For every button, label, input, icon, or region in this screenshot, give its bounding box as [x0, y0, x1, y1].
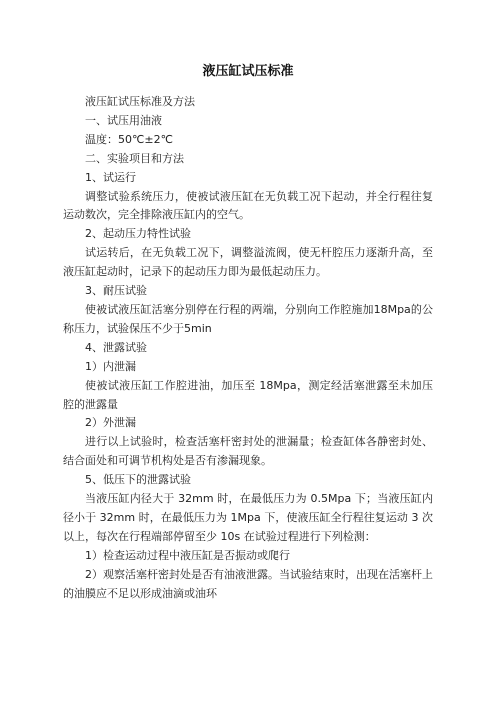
item-leak-test: 4、泄露试验: [85, 340, 147, 354]
paragraph-rod-seal-check: 2）观察活塞杆密封处是否有油液泄露。当试验结束时，出现在活塞杆上的油膜应不足以形成油滴或油环: [63, 567, 433, 600]
paragraph-start-pressure: 试运转后，在无负载工况下，调整溢流阀，使无杆腔压力逐渐升高，至液压缸起动时，记录下的起动压力即为最低起动压力。: [63, 246, 433, 279]
paragraph-internal-leak: 使被试液压缸工作腔进油，加压至 18Mpa，测定经活塞泄露至未加压腔的泄露量: [63, 378, 433, 411]
subitem-external-leak: 2）外泄漏: [85, 416, 136, 430]
intro-line: 液压缸试压标准及方法: [85, 95, 195, 108]
check-vibration: 1）检查运动过程中液压缸是否振动或爬行: [85, 548, 290, 562]
item-trial-run: 1、试运行: [85, 170, 136, 184]
item-start-pressure: 2、起动压力特性试验: [85, 227, 191, 241]
paragraph-pressure-test: 使被试液压缸活塞分别停在行程的两端，分别向工作腔施加18Mpa的公称压力，试验保压不少于5min: [63, 302, 433, 335]
temperature-line: 温度：50℃±2℃: [85, 132, 173, 146]
section-heading-tests: 二、实验项目和方法: [85, 151, 184, 165]
section-heading-oil: 一、试压用油液: [85, 113, 162, 127]
document-body: [63, 93, 433, 603]
item-pressure-test: 3、耐压试验: [85, 284, 147, 298]
paragraph-low-pressure-leak: 当液压缸内径大于 32mm 时，在最低压力为 0.5Mpa 下；当液压缸内径小于 32mm 时，在最低压力为 1Mpa 下，使液压缸全行程往复运动 3 次以上，每次在行程端部停留至少 10s 在试验过程进行下列检测：: [63, 492, 433, 543]
paragraph-external-leak: 进行以上试验时，检查活塞杆密封处的泄漏量；检查缸体各静密封处、结合面处和可调节机构处是否有渗漏现象。: [63, 435, 433, 468]
subitem-internal-leak: 1）内泄漏: [85, 359, 136, 373]
paragraph-trial-run: 调整试验系统压力，使被试液压缸在无负载工况下起动，并全行程往复运动数次，完全排除液压缸内的空气。: [63, 189, 433, 222]
item-low-pressure-leak: 5、低压下的泄露试验: [85, 473, 191, 487]
document-title: 液压缸试压标准: [202, 64, 294, 79]
